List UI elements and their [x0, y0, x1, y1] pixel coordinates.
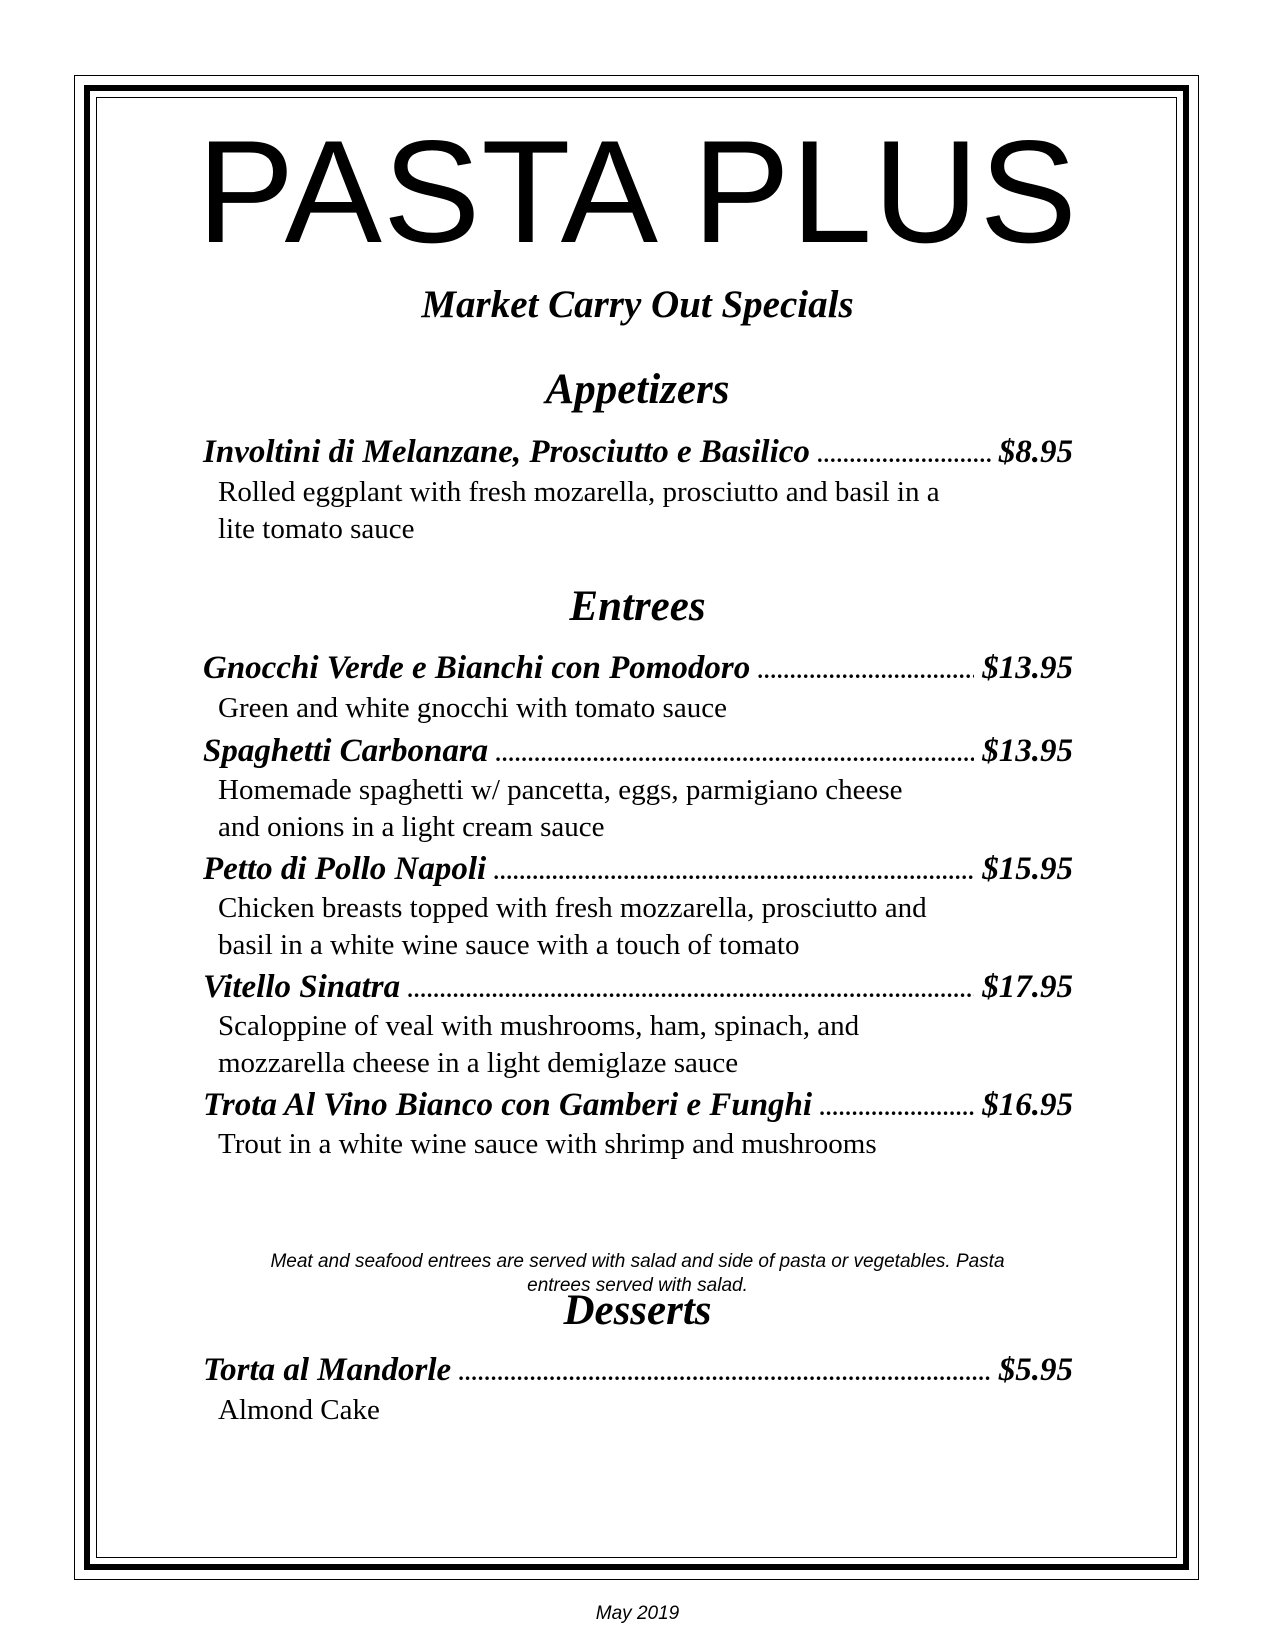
menu-item-price: $8.95 [998, 434, 1073, 470]
note-line: Meat and seafood entrees are served with salad and side of pasta or vegetables. Pasta [270, 1251, 1005, 1272]
menu-item-trota [203, 1085, 1073, 1125]
menu-item-price: $13.95 [982, 733, 1073, 769]
menu-item-description [218, 1126, 1038, 1163]
dot-leader [758, 651, 974, 691]
menu-item-name: Petto di Pollo Napoli [203, 851, 487, 887]
menu-item-description [218, 690, 1038, 727]
description-line: and onions in a light cream sauce [218, 811, 605, 843]
dot-leader [459, 1353, 991, 1393]
menu-item-name: Torta al Mandorle [203, 1352, 452, 1388]
menu-item-pollo-napoli [203, 849, 1073, 889]
menu-item-description [218, 1392, 1038, 1429]
description-line: Homemade spaghetti w/ pancetta, eggs, parmigiano cheese [218, 774, 903, 806]
description-line: Trout in a white wine sauce with shrimp and mushrooms [218, 1128, 877, 1160]
menu-item-name: Gnocchi Verde e Bianchi con Pomodoro [203, 650, 751, 686]
menu-item-name: Vitello Sinatra [203, 969, 401, 1005]
description-line: Rolled eggplant with fresh mozarella, prosciutto and basil in a [218, 476, 940, 508]
menu-item-vitello-sinatra [203, 967, 1073, 1007]
description-line: Chicken breasts topped with fresh mozzarella, prosciutto and [218, 892, 927, 924]
menu-item-gnocchi [203, 648, 1073, 688]
menu-item-name: Spaghetti Carbonara [203, 733, 489, 769]
dot-leader [820, 1088, 974, 1128]
description-line: basil in a white wine sauce with a touch of tomato [218, 929, 800, 961]
menu-item-name: Trota Al Vino Bianco con Gamberi e Funghi [203, 1087, 813, 1123]
menu-item-price: $15.95 [982, 851, 1073, 887]
dot-leader [408, 970, 974, 1010]
menu-item-description [218, 1008, 1038, 1082]
restaurant-title: PASTA PLUS [197, 110, 1078, 273]
note-line: entrees served with salad. [527, 1275, 748, 1296]
section-heading-entrees: Entrees [569, 583, 706, 630]
menu-item-description [218, 890, 1038, 964]
menu-item-description [218, 772, 1038, 846]
menu-item-price: $5.95 [998, 1352, 1073, 1388]
menu-item-price: $17.95 [982, 969, 1073, 1005]
menu-subtitle: Market Carry Out Specials [421, 283, 854, 326]
menu-item-description [218, 474, 1038, 548]
description-line: Almond Cake [218, 1394, 380, 1426]
dot-leader [818, 435, 991, 475]
description-line: Green and white gnocchi with tomato sauce [218, 692, 727, 724]
footer-date: May 2019 [595, 1603, 680, 1624]
dot-leader [496, 734, 974, 774]
section-heading-appetizers: Appetizers [545, 366, 730, 413]
menu-item-name: Involtini di Melanzane, Prosciutto e Basilico [203, 434, 810, 470]
description-line: Scaloppine of veal with mushrooms, ham, spinach, and [218, 1010, 860, 1042]
menu-item-price: $16.95 [982, 1087, 1073, 1123]
dot-leader [494, 852, 974, 892]
menu-item-torta [203, 1350, 1073, 1390]
description-line: mozzarella cheese in a light demiglaze sauce [218, 1047, 739, 1079]
menu-item-involtini [203, 432, 1073, 472]
menu-item-price: $13.95 [982, 650, 1073, 686]
section-heading-desserts: Desserts [563, 1287, 712, 1334]
description-line: lite tomato sauce [218, 513, 415, 545]
menu-item-carbonara [203, 731, 1073, 771]
